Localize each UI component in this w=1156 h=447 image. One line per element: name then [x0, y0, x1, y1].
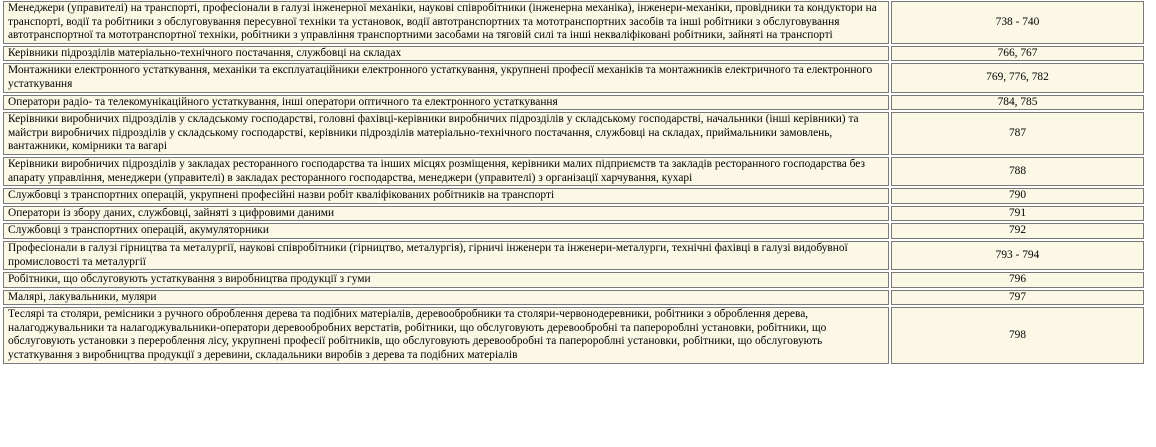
profession-description: Оператори радіо- та телекомунікаційного устаткування, інші оператори оптичного та електронного устаткування [3, 95, 889, 111]
code-range: 787 [891, 112, 1144, 155]
table-row [3, 307, 1144, 363]
profession-code-table [1, 0, 1146, 366]
profession-description: Робітники, що обслуговують устаткування з виробництва продукції з гуми [3, 272, 889, 288]
code-range: 738 - 740 [891, 1, 1144, 44]
table-row [3, 206, 1144, 222]
code-range: 791 [891, 206, 1144, 222]
table-row [3, 95, 1144, 111]
table-row [3, 63, 1144, 92]
code-range: 796 [891, 272, 1144, 288]
code-range: 793 - 794 [891, 241, 1144, 270]
profession-description: Монтажники електронного устаткування, механіки та експлуатаційники електронного устаткування, укрупнені професії механіків та монтажників електричного та електронного устаткування [3, 63, 889, 92]
code-range: 790 [891, 188, 1144, 204]
table-row [3, 290, 1144, 306]
table-row [3, 157, 1144, 186]
profession-description: Керівники виробничих підрозділів у складському господарстві, головні фахівці-керівники виробничих підрозділів у складському господарстві, начальники (інші керівники) та майстри виробничих підрозділів у складському господарстві, керівники підрозділів матеріально-технічного постачання, службовці на складах, приймальники замовлень, вантажники, комірники та вагарі [3, 112, 889, 155]
code-range: 792 [891, 223, 1144, 239]
table-row [3, 46, 1144, 62]
table-row [3, 1, 1144, 44]
code-range: 797 [891, 290, 1144, 306]
code-range: 798 [891, 307, 1144, 363]
table-row [3, 241, 1144, 270]
profession-description: Службовці з транспортних операцій, акумуляторники [3, 223, 889, 239]
table-row [3, 188, 1144, 204]
code-range: 784, 785 [891, 95, 1144, 111]
code-range: 766, 767 [891, 46, 1144, 62]
profession-description: Менеджери (управителі) на транспорті, професіонали в галузі інженерної механіки, наукові співробітники (інженерна механіка), інженери-механіки, провідники та кондуктори на транспорті, водії та робітники з обслуговування пересувної техніки та установок, водії автотранспортних та мототранспортних засобів та інші робітники з обслуговування автотранспортної та мототранспортної техніки, робітники з управління транспортними засобами на тяговій силі та інші некваліфіковані робітники, зайняті на транспорті [3, 1, 889, 44]
profession-description: Теслярі та столяри, ремісники з ручного оброблення дерева та подібних матеріалів, деревообробники та столяри-червонодеревники, робітники з оброблення дерева, налагоджувальники та налагоджувальники-оператори деревообробних верстатів, робітники, що обслуговують деревообробні та паперороблні установки, робітники, що обслуговують установки з перероблення лісу, укрупнені професії робітників, що обслуговують деревообробні та паперороблні установки, робітники, що обслуговують устаткування з виробництва продукції з деревини, складальники виробів з дерева та подібних матеріалів [3, 307, 889, 363]
code-range: 769, 776, 782 [891, 63, 1144, 92]
profession-description: Керівники підрозділів матеріально-технічного постачання, службовці на складах [3, 46, 889, 62]
table-row [3, 112, 1144, 155]
profession-description: Службовці з транспортних операцій, укрупнені професійні назви робіт кваліфікованих робітників на транспорті [3, 188, 889, 204]
code-range: 788 [891, 157, 1144, 186]
table-row [3, 272, 1144, 288]
profession-description: Оператори із збору даних, службовці, зайняті з цифровими даними [3, 206, 889, 222]
profession-description: Керівники виробничих підрозділів у закладах ресторанного господарства та інших місцях розміщення, керівники малих підприємств та закладів ресторанного господарства без апарату управління, менеджери (управителі) в закладах ресторанного господарства, менеджери (управителі) з організації харчування, кухарі [3, 157, 889, 186]
table-row [3, 223, 1144, 239]
profession-description: Професіонали в галузі гірництва та металургії, наукові співробітники (гірництво, металургія), гірничі інженери та інженери-металурги, технічні фахівці в галузі видобувної промисловості та металургії [3, 241, 889, 270]
profession-description: Малярі, лакувальники, муляри [3, 290, 889, 306]
